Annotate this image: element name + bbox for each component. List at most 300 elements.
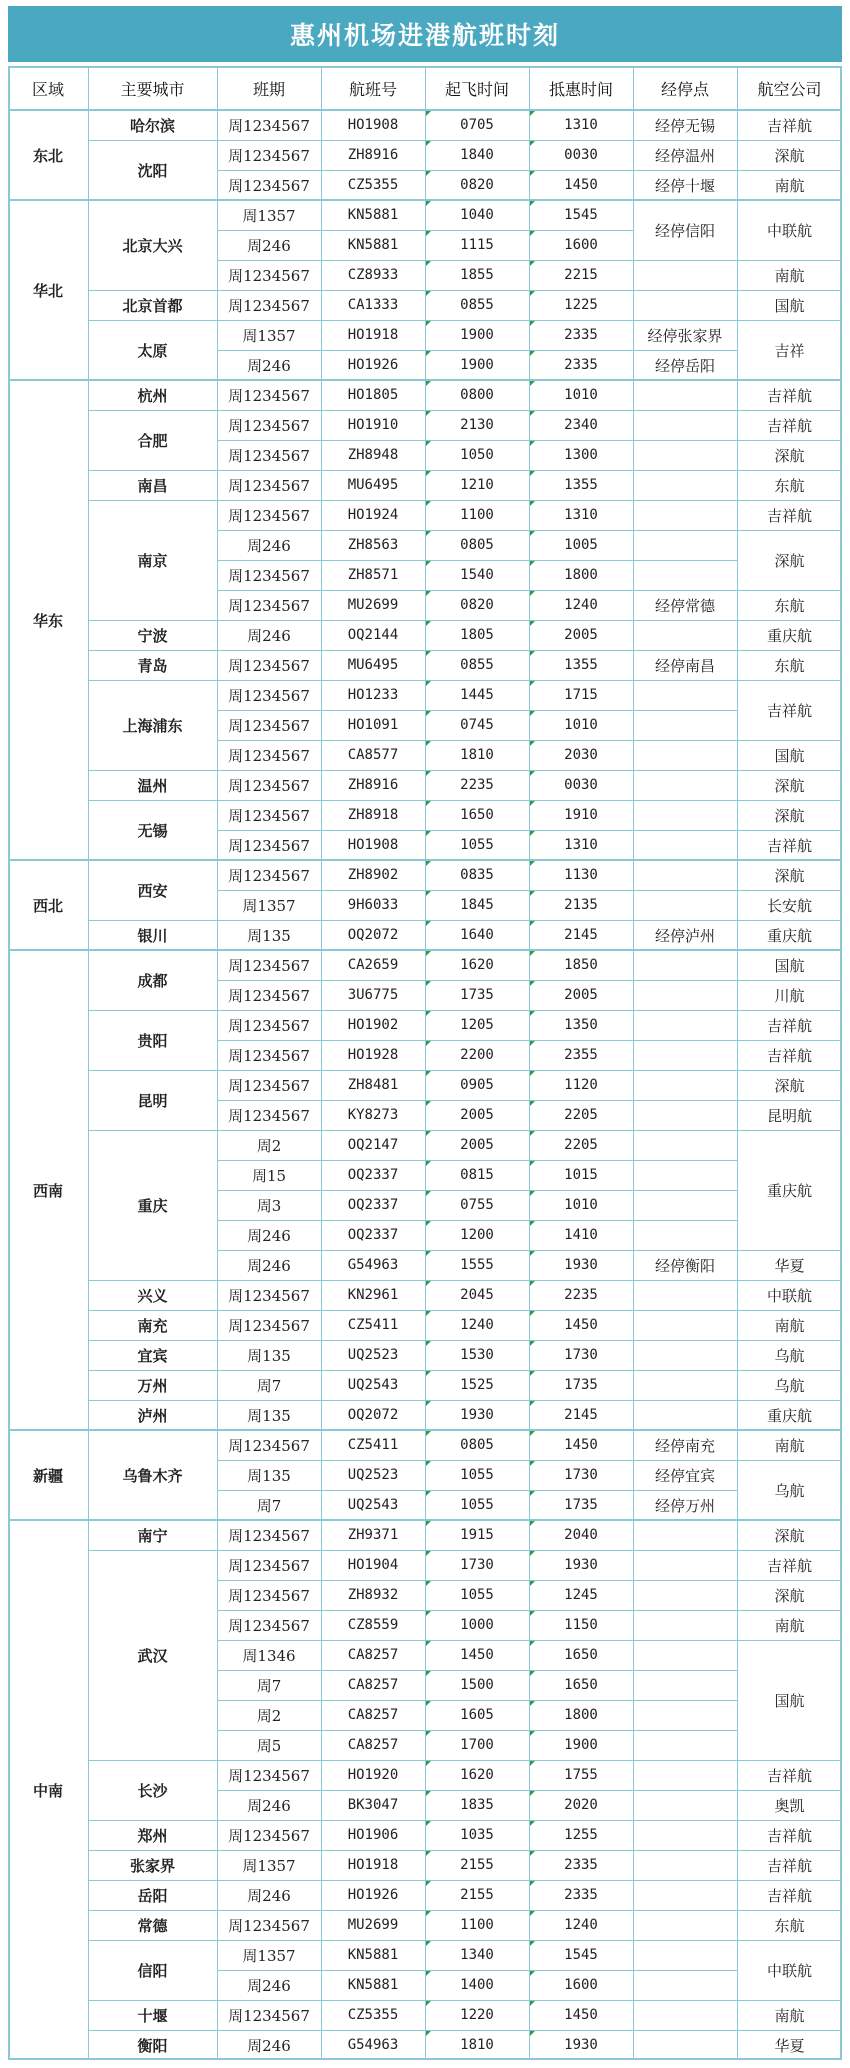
grid-line [217, 2000, 633, 2001]
airline-cell: 南航 [774, 2006, 805, 2025]
city-cell: 岳阳 [137, 1886, 168, 1905]
grid-line [633, 1760, 737, 1761]
grid-line [737, 620, 842, 621]
flight-no-cell: CZ5411 [347, 1437, 399, 1453]
grid-line [88, 1550, 217, 1551]
departure-cell: 2130 [460, 417, 494, 433]
grid-line [217, 1460, 633, 1461]
schedule-cell: 周1234567 [228, 1286, 310, 1305]
city-cell: 银川 [137, 926, 168, 945]
stopover-cell [633, 2000, 737, 2030]
header-arrival: 抵惠时间 [548, 79, 613, 99]
grid-line [633, 1250, 737, 1251]
schedule-cell: 周246 [247, 1976, 291, 1995]
departure-cell: 1900 [460, 357, 494, 373]
airline-cell: 吉祥航 [766, 1886, 812, 1905]
airline-cell: 深航 [774, 146, 805, 165]
flight-no-cell: HO1902 [347, 1017, 399, 1033]
airline-cell: 川航 [774, 986, 805, 1005]
grid-line [633, 1310, 737, 1311]
grid-line [633, 680, 737, 681]
cell-marker [426, 351, 431, 356]
grid-line [633, 1850, 737, 1851]
departure-cell: 2045 [460, 1287, 494, 1303]
arrival-cell: 2235 [564, 1287, 598, 1303]
cell-marker [530, 921, 535, 926]
grid-line [633, 1910, 737, 1911]
grid-line [633, 1040, 737, 1041]
schedule-cell: 周1234567 [228, 1016, 310, 1035]
cell-marker [530, 1581, 535, 1586]
stopover-cell [633, 1220, 737, 1250]
cell-marker [530, 771, 535, 776]
stopover-cell [633, 740, 737, 770]
departure-cell: 2005 [460, 1107, 494, 1123]
cell-marker [530, 711, 535, 716]
airline-cell: 吉祥航 [766, 1826, 812, 1845]
departure-cell: 1340 [460, 1947, 494, 1963]
grid-line [737, 1910, 842, 1911]
schedule-cell: 周1234567 [228, 296, 310, 315]
cell-marker [426, 1431, 431, 1436]
flight-no-cell: KN2961 [347, 1287, 399, 1303]
grid-line [88, 470, 217, 471]
schedule-cell: 周246 [247, 356, 291, 375]
stopover-cell [633, 1160, 737, 1190]
flight-no-cell: MU2699 [347, 597, 399, 613]
grid-line [88, 1010, 217, 1011]
cell-marker [426, 591, 431, 596]
airline-cell: 东航 [774, 476, 805, 495]
stopover-cell [633, 1130, 737, 1160]
stopover-cell [633, 1190, 737, 1220]
departure-cell: 1620 [460, 1767, 494, 1783]
flight-no-cell: ZH8481 [347, 1077, 399, 1093]
grid-line [88, 140, 217, 141]
departure-cell: 1205 [460, 1017, 494, 1033]
departure-cell: 1055 [460, 1497, 494, 1513]
grid-line [737, 1790, 842, 1791]
grid-line [737, 2000, 842, 2001]
departure-cell: 1445 [460, 687, 494, 703]
cell-marker [426, 681, 431, 686]
grid-line [217, 1220, 633, 1221]
stopover-cell: 经停南昌 [654, 656, 715, 675]
header-stopover: 经停点 [660, 79, 709, 99]
flight-no-cell: HO1924 [347, 507, 399, 523]
airline-cell: 国航 [774, 1691, 805, 1710]
grid-line [88, 620, 217, 621]
grid-line [217, 1490, 633, 1491]
grid-line [88, 1850, 217, 1851]
departure-cell: 1840 [460, 147, 494, 163]
grid-line [633, 1130, 737, 1131]
cell-marker [530, 201, 535, 206]
grid-line [737, 590, 842, 591]
airline-cell: 吉祥航 [766, 701, 812, 720]
arrival-cell: 1005 [564, 537, 598, 553]
grid-line [88, 1070, 217, 1071]
arrival-cell: 2335 [564, 357, 598, 373]
cell-marker [426, 1701, 431, 1706]
cell-marker [426, 861, 431, 866]
grid-line [633, 1670, 737, 1671]
city-cell: 哈尔滨 [129, 116, 175, 135]
flight-no-cell: KN5881 [347, 237, 399, 253]
schedule-cell: 周1234567 [228, 776, 310, 795]
schedule-cell: 周1234567 [228, 1526, 310, 1545]
schedule-cell: 周1234567 [228, 416, 310, 435]
airline-cell: 南航 [774, 266, 805, 285]
departure-cell: 0745 [460, 717, 494, 733]
cell-marker [426, 561, 431, 566]
departure-cell: 1035 [460, 1827, 494, 1843]
region-cell: 华东 [32, 611, 63, 630]
stopover-cell: 经停张家界 [647, 326, 723, 345]
grid-line [217, 1700, 633, 1701]
airline-cell: 吉祥 [774, 341, 805, 360]
schedule-cell: 周1234567 [228, 506, 310, 525]
city-cell: 昆明 [137, 1091, 168, 1110]
grid-line [633, 830, 737, 831]
grid-line [737, 1100, 842, 1101]
departure-cell: 0805 [460, 1437, 494, 1453]
grid-line [633, 140, 737, 141]
grid-line [633, 470, 737, 471]
grid-line [737, 470, 842, 471]
cell-marker [530, 591, 535, 596]
airline-cell: 东航 [774, 656, 805, 675]
flight-no-cell: ZH8916 [347, 147, 399, 163]
city-cell: 武汉 [137, 1646, 168, 1665]
departure-cell: 1100 [460, 507, 494, 523]
flight-no-cell: OQ2337 [347, 1167, 399, 1183]
grid-line [88, 1400, 217, 1401]
stopover-cell [633, 620, 737, 650]
arrival-cell: 1900 [564, 1737, 598, 1753]
grid-line [633, 1550, 737, 1551]
grid-line [88, 1880, 217, 1881]
grid-line [217, 620, 633, 621]
grid-line [737, 2030, 842, 2031]
arrival-cell: 1450 [564, 2007, 598, 2023]
arrival-cell: 1910 [564, 807, 598, 823]
schedule-cell: 周1234567 [228, 1076, 310, 1095]
flight-no-cell: ZH8571 [347, 567, 399, 583]
stopover-cell [633, 290, 737, 320]
grid-line [633, 500, 737, 501]
stopover-cell [633, 680, 737, 710]
departure-cell: 1040 [460, 207, 494, 223]
arrival-cell: 1240 [564, 1917, 598, 1933]
grid-line [633, 2000, 737, 2001]
grid-line [633, 800, 737, 801]
flight-no-cell: MU2699 [347, 1917, 399, 1933]
airline-cell: 中联航 [766, 1286, 812, 1305]
grid-line [737, 1940, 842, 1941]
grid-line [88, 290, 217, 291]
schedule-cell: 周1234567 [228, 146, 310, 165]
stopover-cell [633, 800, 737, 830]
grid-line [217, 1610, 633, 1611]
grid-line [633, 1490, 737, 1491]
flight-no-cell: ZH8563 [347, 537, 399, 553]
arrival-cell: 2215 [564, 267, 598, 283]
grid-line [88, 1760, 217, 1761]
schedule-cell: 周1234567 [228, 746, 310, 765]
cell-marker [426, 711, 431, 716]
schedule-cell: 周246 [247, 626, 291, 645]
city-cell: 张家界 [129, 1856, 175, 1875]
schedule-cell: 周7 [256, 1676, 282, 1695]
flight-no-cell: HO1091 [347, 717, 399, 733]
cell-marker [426, 1611, 431, 1616]
grid-line [633, 1400, 737, 1401]
grid-line [217, 350, 633, 351]
grid-line [633, 1580, 737, 1581]
flight-no-cell: ZH9371 [347, 1527, 399, 1543]
grid-line [217, 800, 633, 801]
cell-marker [426, 1881, 431, 1886]
stopover-cell [633, 260, 737, 290]
departure-cell: 1915 [460, 1527, 494, 1543]
cell-marker [426, 1821, 431, 1826]
cell-marker [426, 321, 431, 326]
grid-line [737, 1400, 842, 1401]
flight-no-cell: HO1908 [347, 837, 399, 853]
cell-marker [530, 1851, 535, 1856]
region-cell: 中南 [32, 1781, 63, 1800]
arrival-cell: 0030 [564, 147, 598, 163]
cell-marker [530, 351, 535, 356]
stopover-cell: 经停衡阳 [654, 1256, 715, 1275]
departure-cell: 0800 [460, 387, 494, 403]
grid-line [633, 1340, 737, 1341]
flight-no-cell: BK3047 [347, 1797, 399, 1813]
grid-line [737, 1040, 842, 1041]
airline-cell: 深航 [774, 446, 805, 465]
grid-line [633, 1460, 737, 1461]
airline-cell: 深航 [774, 1526, 805, 1545]
departure-cell: 1450 [460, 1647, 494, 1663]
grid-line [737, 410, 842, 411]
cell-marker [426, 1161, 431, 1166]
schedule-cell: 周3 [256, 1196, 282, 1215]
arrival-cell: 2005 [564, 627, 598, 643]
grid-line [737, 1280, 842, 1281]
grid-line [737, 260, 842, 261]
schedule-cell: 周246 [247, 536, 291, 555]
airline-cell: 重庆航 [766, 926, 812, 945]
city-cell: 合肥 [137, 431, 168, 450]
airline-cell: 东航 [774, 1916, 805, 1935]
airline-cell: 吉祥航 [766, 1046, 812, 1065]
cell-marker [530, 1521, 535, 1526]
airline-cell: 深航 [774, 776, 805, 795]
grid-line [633, 1010, 737, 1011]
departure-cell: 1845 [460, 897, 494, 913]
departure-cell: 1240 [460, 1317, 494, 1333]
schedule-cell: 周1357 [242, 1856, 296, 1875]
grid-line [633, 1790, 737, 1791]
arrival-cell: 1800 [564, 1707, 598, 1723]
schedule-cell: 周1234567 [228, 716, 310, 735]
grid-line [217, 530, 633, 531]
grid-line [88, 1940, 217, 1941]
city-cell: 西安 [137, 881, 168, 900]
schedule-cell: 周1234567 [228, 656, 310, 675]
flight-no-cell: HO1926 [347, 1887, 399, 1903]
cell-marker [426, 951, 431, 956]
stopover-cell [633, 1970, 737, 2000]
grid-line [737, 290, 842, 291]
city-cell: 衡阳 [137, 2036, 168, 2055]
grid-line [217, 1970, 633, 1971]
grid-line [217, 890, 633, 891]
grid-line [217, 170, 633, 171]
departure-cell: 1900 [460, 327, 494, 343]
airline-cell: 长安航 [766, 896, 812, 915]
schedule-cell: 周1234567 [228, 266, 310, 285]
airline-cell: 重庆航 [766, 1406, 812, 1425]
flight-no-cell: UQ2523 [347, 1467, 399, 1483]
grid-line [88, 1130, 217, 1131]
city-cell: 乌鲁木齐 [122, 1466, 183, 1485]
flight-no-cell: OQ2337 [347, 1197, 399, 1213]
header-schedule: 班期 [252, 79, 285, 99]
flight-no-cell: CZ5355 [347, 2007, 399, 2023]
grid-line [737, 1580, 842, 1581]
grid-line [737, 1550, 842, 1551]
grid-line [217, 770, 633, 771]
airline-cell: 吉祥航 [766, 416, 812, 435]
flight-no-cell: CA8577 [347, 747, 399, 763]
arrival-cell: 2020 [564, 1797, 598, 1813]
departure-cell: 0820 [460, 597, 494, 613]
grid-line [217, 500, 633, 501]
airline-cell: 中联航 [766, 1961, 812, 1980]
departure-cell: 1210 [460, 477, 494, 493]
departure-cell: 0855 [460, 657, 494, 673]
grid-line [737, 1460, 842, 1461]
cell-marker [426, 471, 431, 476]
header-departure: 起飞时间 [444, 79, 509, 99]
grid-line [737, 1820, 842, 1821]
cell-marker [530, 981, 535, 986]
departure-cell: 1835 [460, 1797, 494, 1813]
cell-marker [530, 621, 535, 626]
cell-marker [426, 1071, 431, 1076]
grid-line [8, 859, 842, 861]
cell-marker [426, 831, 431, 836]
departure-cell: 2005 [460, 1137, 494, 1153]
cell-marker [530, 861, 535, 866]
cell-marker [530, 1281, 535, 1286]
grid-line [217, 1310, 633, 1311]
schedule-cell: 周1234567 [228, 866, 310, 885]
stopover-cell [633, 380, 737, 410]
city-cell: 宜宾 [137, 1346, 168, 1365]
page-title: 惠州机场进港航班时刻 [8, 6, 842, 62]
schedule-cell: 周1234567 [228, 1046, 310, 1065]
flight-no-cell: KN5881 [347, 1947, 399, 1963]
cell-marker [426, 1131, 431, 1136]
arrival-cell: 1300 [564, 447, 598, 463]
departure-cell: 1805 [460, 627, 494, 643]
cell-marker [426, 441, 431, 446]
grid-line [217, 650, 633, 651]
departure-cell: 1055 [460, 1467, 494, 1483]
stopover-cell [633, 1700, 737, 1730]
grid-line [633, 1280, 737, 1281]
arrival-cell: 2335 [564, 1887, 598, 1903]
stopover-cell [633, 770, 737, 800]
cell-marker [426, 921, 431, 926]
grid-line [217, 740, 633, 741]
arrival-cell: 1545 [564, 207, 598, 223]
grid-line [217, 1400, 633, 1401]
grid-line [217, 290, 633, 291]
cell-marker [426, 291, 431, 296]
departure-cell: 0835 [460, 867, 494, 883]
flight-no-cell: KN5881 [347, 207, 399, 223]
grid-line [217, 1550, 633, 1551]
arrival-cell: 1930 [564, 1257, 598, 1273]
city-cell: 重庆 [137, 1196, 168, 1215]
cell-marker [530, 831, 535, 836]
grid-line [633, 620, 737, 621]
schedule-cell: 周1234567 [228, 1436, 310, 1455]
schedule-cell: 周246 [247, 1886, 291, 1905]
cell-marker [426, 1311, 431, 1316]
cell-marker [530, 2001, 535, 2006]
cell-marker [530, 1431, 535, 1436]
departure-cell: 2235 [460, 777, 494, 793]
grid-line [633, 1640, 737, 1641]
grid-line [737, 1070, 842, 1071]
city-cell: 宁波 [137, 626, 168, 645]
stopover-cell [633, 1850, 737, 1880]
airline-cell: 深航 [774, 551, 805, 570]
grid-line [633, 560, 737, 561]
city-cell: 贵阳 [137, 1031, 168, 1050]
grid-line [737, 500, 842, 501]
departure-cell: 1540 [460, 567, 494, 583]
stopover-cell [633, 1010, 737, 1040]
grid-line [633, 1730, 737, 1731]
cell-marker [530, 531, 535, 536]
cell-marker [426, 261, 431, 266]
city-cell: 温州 [137, 776, 168, 795]
header-airline: 航空公司 [757, 79, 822, 99]
grid-line [217, 1910, 633, 1911]
arrival-cell: 1730 [564, 1347, 598, 1363]
airline-cell: 吉祥航 [766, 506, 812, 525]
cell-marker [530, 1101, 535, 1106]
city-cell: 沈阳 [137, 161, 168, 180]
cell-marker [530, 1551, 535, 1556]
flight-no-cell: KY8273 [347, 1107, 399, 1123]
grid-line [737, 1760, 842, 1761]
cell-marker [426, 381, 431, 386]
grid-line [633, 320, 737, 321]
grid-line [217, 1850, 633, 1851]
arrival-cell: 2335 [564, 1857, 598, 1873]
stopover-cell: 经停万州 [654, 1496, 715, 1515]
arrival-cell: 1130 [564, 867, 598, 883]
stopover-cell [633, 1400, 737, 1430]
grid-line [633, 980, 737, 981]
